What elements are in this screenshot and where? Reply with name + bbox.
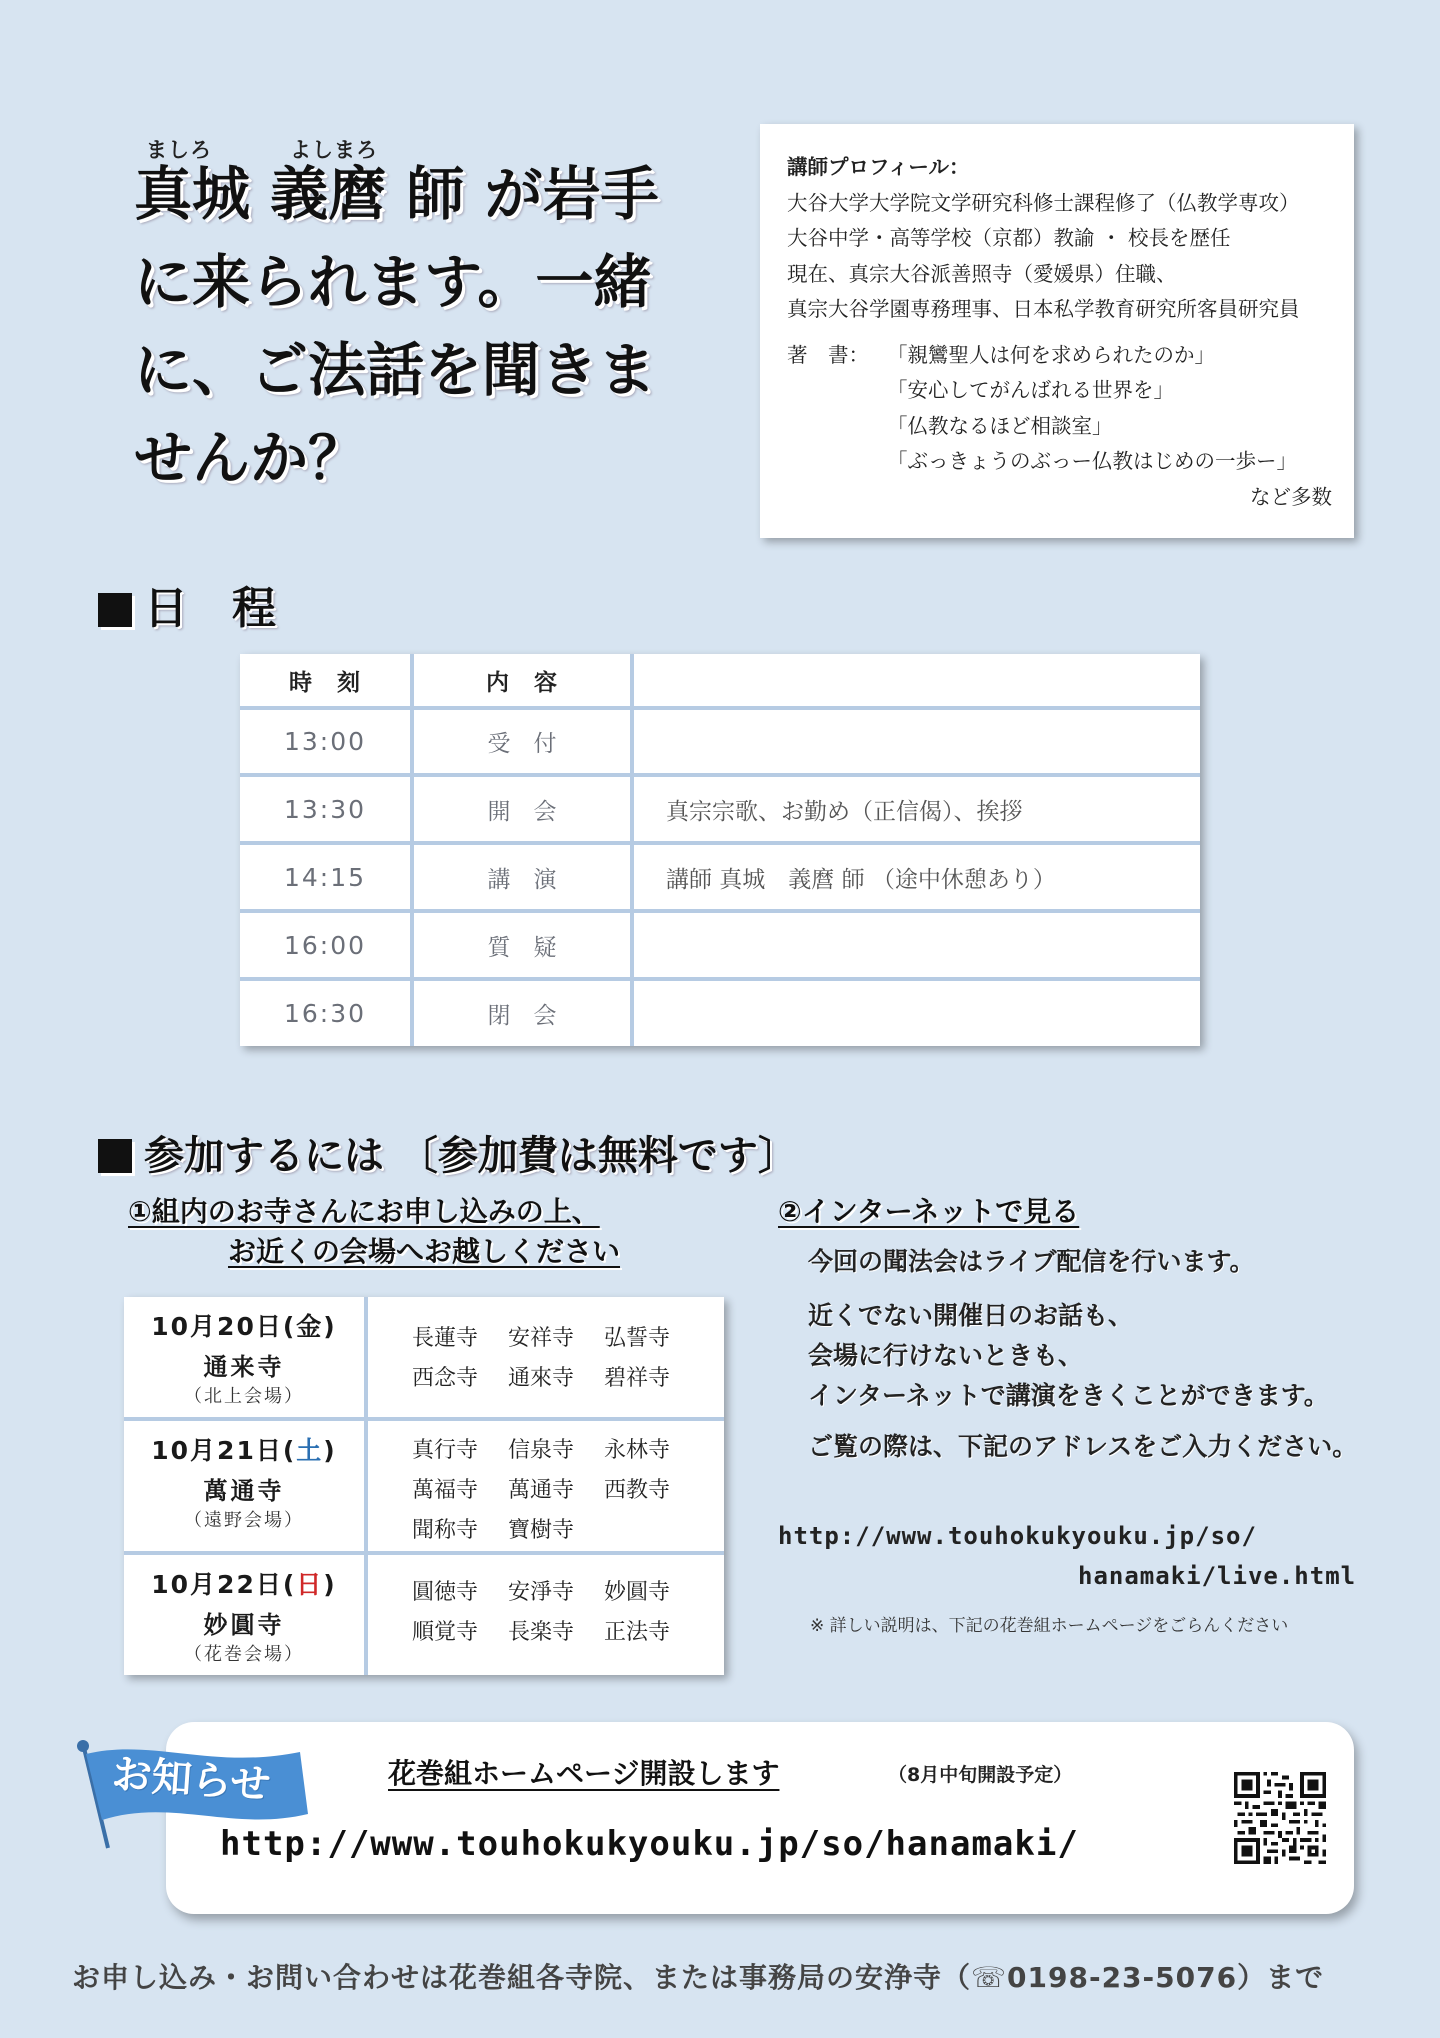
member-temples <box>412 1431 700 1551</box>
ruby-surname: ましろ <box>146 138 212 162</box>
live-url-part1[interactable]: http://www.touhokukyouku.jp/so/ <box>778 1522 1257 1550</box>
temple-name: 信泉寺 <box>508 1438 575 1463</box>
live-url-part2[interactable]: hanamaki/live.html <box>1078 1562 1357 1590</box>
internet-line: インターネットで講演をきくことができます。 <box>808 1381 1329 1410</box>
table-row <box>240 845 1200 913</box>
internet-line: ご覧の際は、下記のアドレスをご入力ください。 <box>808 1432 1358 1461</box>
schedule-detail <box>634 913 1200 977</box>
lecturer-profile-card <box>760 124 1354 538</box>
venue-date: 10月22日(日) <box>151 1570 337 1599</box>
title-line: に来られます。一緒 <box>134 248 652 316</box>
temple-name: 萬通寺 <box>508 1478 575 1503</box>
temple-name: 碧祥寺 <box>604 1366 671 1391</box>
notice-box <box>166 1722 1354 1914</box>
venue-row <box>124 1421 724 1555</box>
title-line: に、ご法話を聞きま <box>134 336 657 404</box>
weekday: 金 <box>296 1312 324 1341</box>
page-title <box>134 150 734 502</box>
temple-name: 正法寺 <box>604 1620 671 1645</box>
book-title: 「仏教なるほど相談室」 <box>887 413 1113 438</box>
schedule-item: 質 疑 <box>414 913 634 977</box>
notice-flag-label: お知らせ <box>110 1751 272 1809</box>
temple-name: 通來寺 <box>508 1366 575 1391</box>
venue-temple: 萬通寺 <box>203 1477 285 1505</box>
homepage-note: ※ 詳しい説明は、下記の花巻組ホームページをごらんください <box>810 1616 1289 1636</box>
venue-row <box>124 1555 724 1675</box>
table-row <box>240 710 1200 777</box>
books-label: 著 書： <box>787 342 869 367</box>
profile-line: 真宗大谷学園専務理事、日本私学教育研究所客員研究員 <box>787 297 1300 321</box>
temple-name: 順覚寺 <box>412 1620 479 1645</box>
schedule-table <box>240 654 1200 1046</box>
book-title: 「ぶっきょうのぶっー仏教はじめの一歩ー」 <box>887 449 1297 473</box>
venue-site: （北上会場） <box>184 1386 304 1407</box>
profile-line: 大谷大学大学院文学研究科修士課程修了（仏教学専攻） <box>787 190 1300 215</box>
venue-date: 10月20日(金) <box>151 1312 337 1341</box>
member-temples <box>412 1573 700 1653</box>
schedule-time: 13:00 <box>240 710 414 773</box>
temple-name: 寶樹寺 <box>508 1518 575 1543</box>
venue-table <box>124 1297 724 1675</box>
schedule-item: 開 会 <box>414 777 634 841</box>
schedule-heading <box>98 572 276 636</box>
book-title: 「親鸞聖人は何を求められたのか」 <box>887 342 1215 367</box>
internet-line: 今回の聞法会はライブ配信を行います。 <box>808 1247 1255 1276</box>
homepage-url[interactable]: http://www.touhokukyouku.jp/so/hanamaki/ <box>220 1824 1079 1864</box>
temple-name: 永林寺 <box>604 1438 671 1463</box>
temple-name: 弘誓寺 <box>604 1326 671 1351</box>
temple-name: 長楽寺 <box>508 1620 575 1645</box>
weekday: 土 <box>296 1436 324 1465</box>
internet-line: 会場に行けないときも、 <box>808 1341 1084 1370</box>
option-apply-line2: お近くの会場へお越しください <box>228 1235 621 1268</box>
square-bullet-icon <box>98 1139 132 1173</box>
weekday: 日 <box>296 1570 324 1599</box>
schedule-item: 講 演 <box>414 845 634 909</box>
temple-name: 妙圓寺 <box>604 1580 671 1605</box>
temple-name: 西教寺 <box>604 1478 671 1503</box>
header-item: 内 容 <box>414 654 634 706</box>
books-etc: など多数 <box>1250 484 1332 509</box>
member-temples <box>412 1319 700 1399</box>
contact-footer: お申し込み・お問い合わせは花巻組各寺院、または事務局の安浄寺（☏0198-23-5076）まで <box>72 1961 1325 1994</box>
table-row <box>240 981 1200 1046</box>
participation-heading-text: 参加するには 〔参加費は無料です〕 <box>144 1133 798 1179</box>
schedule-item: 受 付 <box>414 710 634 773</box>
schedule-detail: 講師 真城 義麿 師 （途中休憩あり） <box>666 866 1056 893</box>
schedule-header-row <box>240 654 1200 710</box>
temple-name: 長蓮寺 <box>412 1326 479 1351</box>
schedule-heading-text: 日 程 <box>144 583 276 634</box>
temple-name: 聞称寺 <box>412 1518 479 1543</box>
header-time: 時 刻 <box>240 654 414 706</box>
profile-line: 現在、真宗大谷派善照寺（愛媛県）住職、 <box>787 261 1177 286</box>
temple-name: 西念寺 <box>412 1366 479 1391</box>
schedule-time: 14:15 <box>240 845 414 909</box>
square-bullet-icon <box>98 593 132 627</box>
temple-name: 萬福寺 <box>412 1478 479 1503</box>
temple-name: 安祥寺 <box>508 1326 575 1351</box>
temple-name: 圓徳寺 <box>412 1580 479 1605</box>
schedule-item: 閉 会 <box>414 981 634 1046</box>
table-row <box>240 913 1200 981</box>
schedule-time: 16:00 <box>240 913 414 977</box>
title-line: せんか？ <box>134 424 367 492</box>
schedule-detail <box>634 981 1200 1046</box>
internet-line: 近くでない開催日のお話も、 <box>808 1301 1134 1330</box>
temple-name: 真行寺 <box>412 1438 479 1463</box>
option-internet-heading: ②インターネットで見る <box>778 1195 1080 1228</box>
participation-heading <box>98 1124 798 1181</box>
venue-date: 10月21日(土) <box>151 1436 337 1465</box>
table-row <box>240 777 1200 845</box>
venue-site: （遠野会場） <box>184 1510 304 1531</box>
header-detail <box>634 654 1200 706</box>
temple-name: 安淨寺 <box>508 1580 575 1605</box>
homepage-title: 花巻組ホームページ開設します <box>388 1757 780 1790</box>
venue-temple: 通来寺 <box>203 1353 285 1381</box>
internet-info <box>808 1242 1368 1466</box>
venue-temple: 妙圓寺 <box>203 1611 285 1639</box>
schedule-time: 16:30 <box>240 981 414 1046</box>
venue-site: （花巻会場） <box>184 1644 304 1665</box>
book-title: 「安心してがんばれる世界を」 <box>887 378 1174 402</box>
ruby-given-name: よしまろ <box>290 138 378 162</box>
homepage-open-note: （8月中旬開設予定） <box>888 1764 1073 1786</box>
books-list <box>787 338 1354 516</box>
schedule-time: 13:30 <box>240 777 414 841</box>
qr-code-icon <box>1234 1772 1326 1864</box>
profile-line: 大谷中学・高等学校（京都）教諭 ・ 校長を歴任 <box>787 226 1231 250</box>
venue-row <box>124 1297 724 1421</box>
title-line: 真城 義麿 師 が岩手 <box>134 160 659 228</box>
profile-heading: 講師プロフィール： <box>787 155 970 179</box>
option-apply-line1: ①組内のお寺さんにお申し込みの上、 <box>128 1195 600 1228</box>
schedule-detail: 真宗宗歌、お勤め（正信偈）、挨拶 <box>666 798 1023 825</box>
schedule-detail <box>634 710 1200 773</box>
